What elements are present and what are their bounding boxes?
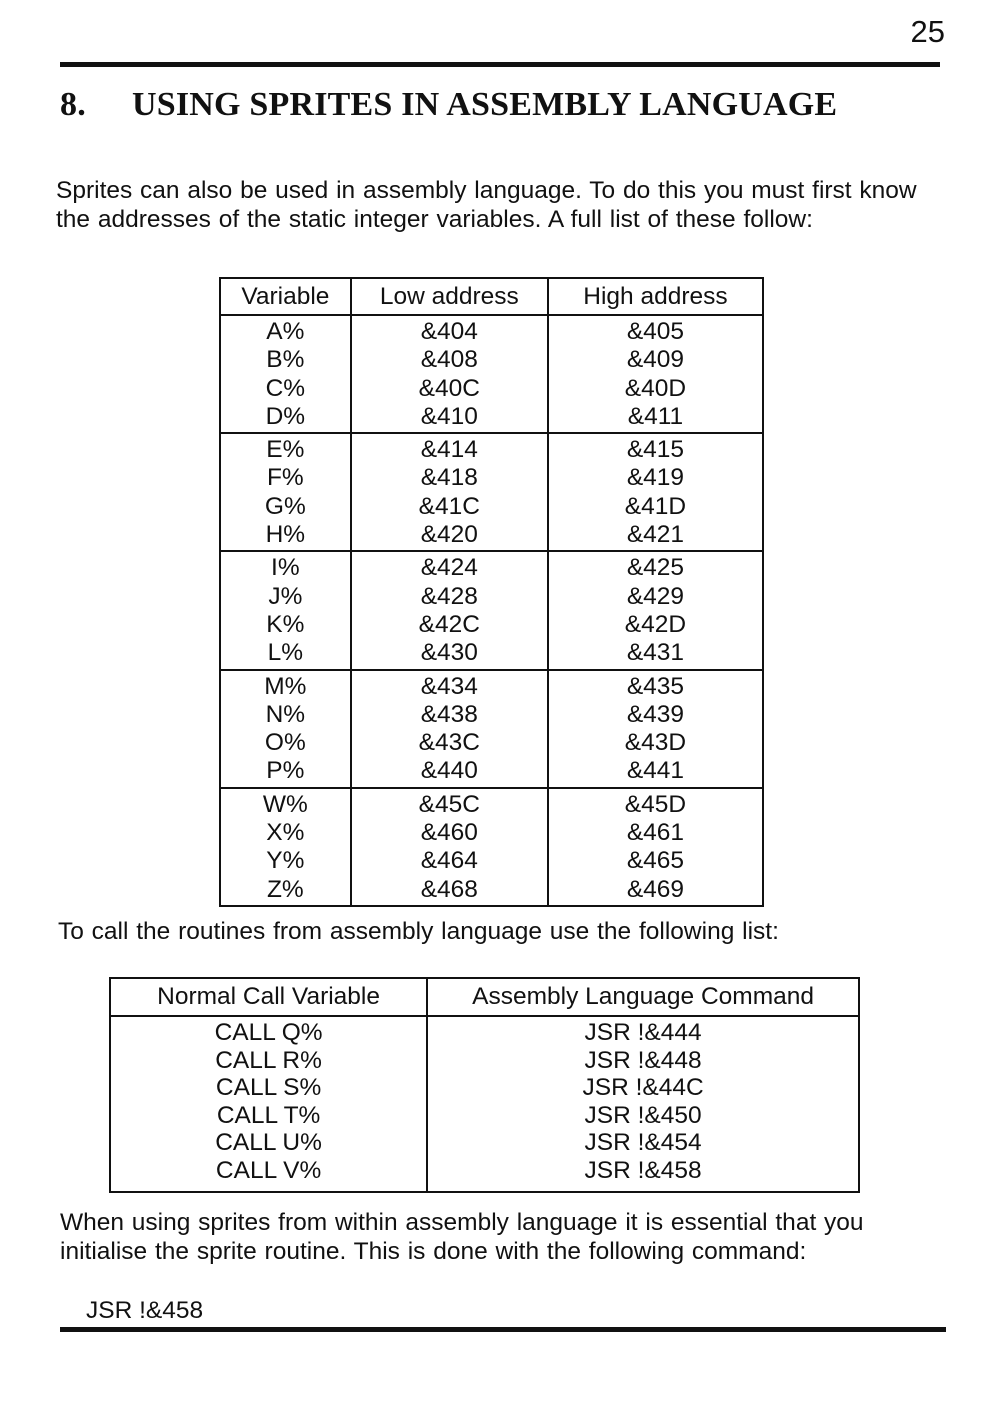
high-address-cell [548, 551, 763, 669]
high-address-cell [548, 433, 763, 551]
call-command-table [109, 977, 860, 1193]
assembly-command: JSR !&448 [584, 1046, 702, 1074]
normal-call: CALL S% [215, 1074, 322, 1102]
variable: I% [271, 554, 300, 582]
high-address: &42D [624, 610, 687, 638]
high-address: &429 [626, 582, 685, 610]
low-address: &404 [420, 318, 478, 345]
low-address: &468 [420, 875, 478, 903]
variable: G% [264, 492, 306, 520]
high-address: &461 [626, 819, 685, 847]
top-rule [60, 62, 940, 67]
column-header-high-address: High address [548, 278, 763, 315]
low-address-cell [351, 670, 548, 788]
normal-call: CALL R% [215, 1046, 322, 1074]
table-row-group [220, 551, 763, 669]
bottom-rule [60, 1327, 946, 1332]
high-address: &435 [626, 672, 685, 700]
normal-call: CALL T% [216, 1101, 321, 1129]
variable-cell [220, 433, 351, 551]
low-address-cell [351, 551, 548, 669]
variable: B% [266, 346, 305, 374]
high-address: &411 [627, 402, 684, 430]
low-address: &408 [420, 346, 478, 374]
table-row-group [220, 670, 763, 788]
variable: J% [268, 582, 303, 610]
high-address: &41D [624, 492, 687, 520]
assembly-command: JSR !&444 [584, 1019, 702, 1046]
normal-call: CALL Q% [214, 1019, 323, 1046]
table-row-group [220, 788, 763, 906]
low-address: &410 [420, 402, 478, 430]
variable: P% [266, 757, 305, 785]
intro-paragraph: Sprites can also be used in assembly language. To do this you must first know the addresses of the static integer variables. A full list of these follow: [56, 177, 917, 233]
variable: F% [266, 464, 304, 492]
low-address: &460 [420, 819, 478, 847]
column-header-low-address: Low address [351, 278, 548, 315]
low-address: &418 [420, 464, 478, 492]
high-address: &415 [626, 436, 685, 464]
high-address-cell [548, 670, 763, 788]
variable: A% [266, 318, 305, 345]
assembly-command: JSR !&44C [582, 1074, 704, 1102]
low-address: &42C [418, 610, 480, 638]
table-header-row [220, 278, 763, 315]
low-address: &428 [420, 582, 478, 610]
call-intro-paragraph: To call the routines from assembly language use the following list: [58, 918, 779, 945]
low-address: &41C [418, 492, 480, 520]
variable: L% [267, 639, 304, 667]
normal-call-cell [110, 1016, 427, 1192]
column-header-variable: Variable [220, 278, 351, 315]
low-address: &438 [420, 700, 478, 728]
low-address: &414 [420, 436, 478, 464]
high-address: &419 [626, 464, 685, 492]
low-address: &430 [420, 639, 478, 667]
low-address: &43C [418, 729, 480, 757]
low-address: &424 [420, 554, 478, 582]
variable: Y% [266, 847, 305, 875]
variable: C% [265, 374, 306, 402]
low-address: &440 [420, 757, 478, 785]
high-address: &431 [626, 639, 685, 667]
low-address: &434 [420, 672, 478, 700]
low-address-cell [351, 315, 548, 433]
column-header-normal-call: Normal Call Variable [110, 978, 427, 1016]
variable-cell [220, 551, 351, 669]
chapter-heading: USING SPRITES IN ASSEMBLY LANGUAGE [132, 86, 838, 123]
column-header-assembly-command: Assembly Language Command [427, 978, 859, 1016]
high-address: &425 [626, 554, 685, 582]
variable: E% [266, 436, 305, 464]
high-address: &405 [626, 318, 685, 345]
variable: D% [265, 402, 306, 430]
high-address: &421 [626, 521, 685, 549]
low-address: &420 [420, 521, 478, 549]
low-address: &464 [420, 847, 478, 875]
table-row [110, 1016, 859, 1192]
variable: H% [265, 521, 306, 549]
high-address-cell [548, 315, 763, 433]
variable-cell [220, 788, 351, 906]
variable: O% [264, 729, 306, 757]
table-row-group [220, 433, 763, 551]
low-address: &40C [418, 374, 480, 402]
init-command: JSR !&458 [86, 1297, 204, 1324]
high-address: &45D [624, 790, 687, 818]
page-number: 25 [910, 14, 945, 49]
table-header-row [110, 978, 859, 1016]
high-address: &465 [626, 847, 685, 875]
high-address: &469 [626, 875, 685, 903]
high-address-cell [548, 788, 763, 906]
high-address: &43D [624, 729, 687, 757]
high-address: &409 [626, 346, 685, 374]
normal-call: CALL U% [215, 1129, 322, 1157]
variable-cell [220, 315, 351, 433]
variable-address-table [219, 277, 764, 907]
variable: W% [262, 790, 308, 818]
low-address: &45C [418, 790, 480, 818]
table-row-group [220, 315, 763, 433]
variable: X% [266, 819, 305, 847]
assembly-command: JSR !&454 [584, 1129, 702, 1157]
assembly-command: JSR !&458 [584, 1156, 702, 1184]
variable-cell [220, 670, 351, 788]
low-address-cell [351, 788, 548, 906]
assembly-command-cell [427, 1016, 859, 1192]
high-address: &439 [626, 700, 685, 728]
normal-call: CALL V% [215, 1156, 322, 1184]
chapter-title [60, 82, 940, 128]
low-address-cell [351, 433, 548, 551]
variable: M% [264, 672, 307, 700]
high-address: &441 [626, 757, 685, 785]
assembly-command: JSR !&450 [584, 1101, 702, 1129]
chapter-number: 8. [60, 86, 86, 123]
variable: Z% [266, 875, 304, 903]
variable: K% [266, 610, 305, 638]
high-address: &40D [624, 374, 687, 402]
closing-paragraph: When using sprites from within assembly language it is essential that you initialise the sprite routine. This is done with the following command: [60, 1209, 864, 1265]
variable: N% [265, 700, 306, 728]
